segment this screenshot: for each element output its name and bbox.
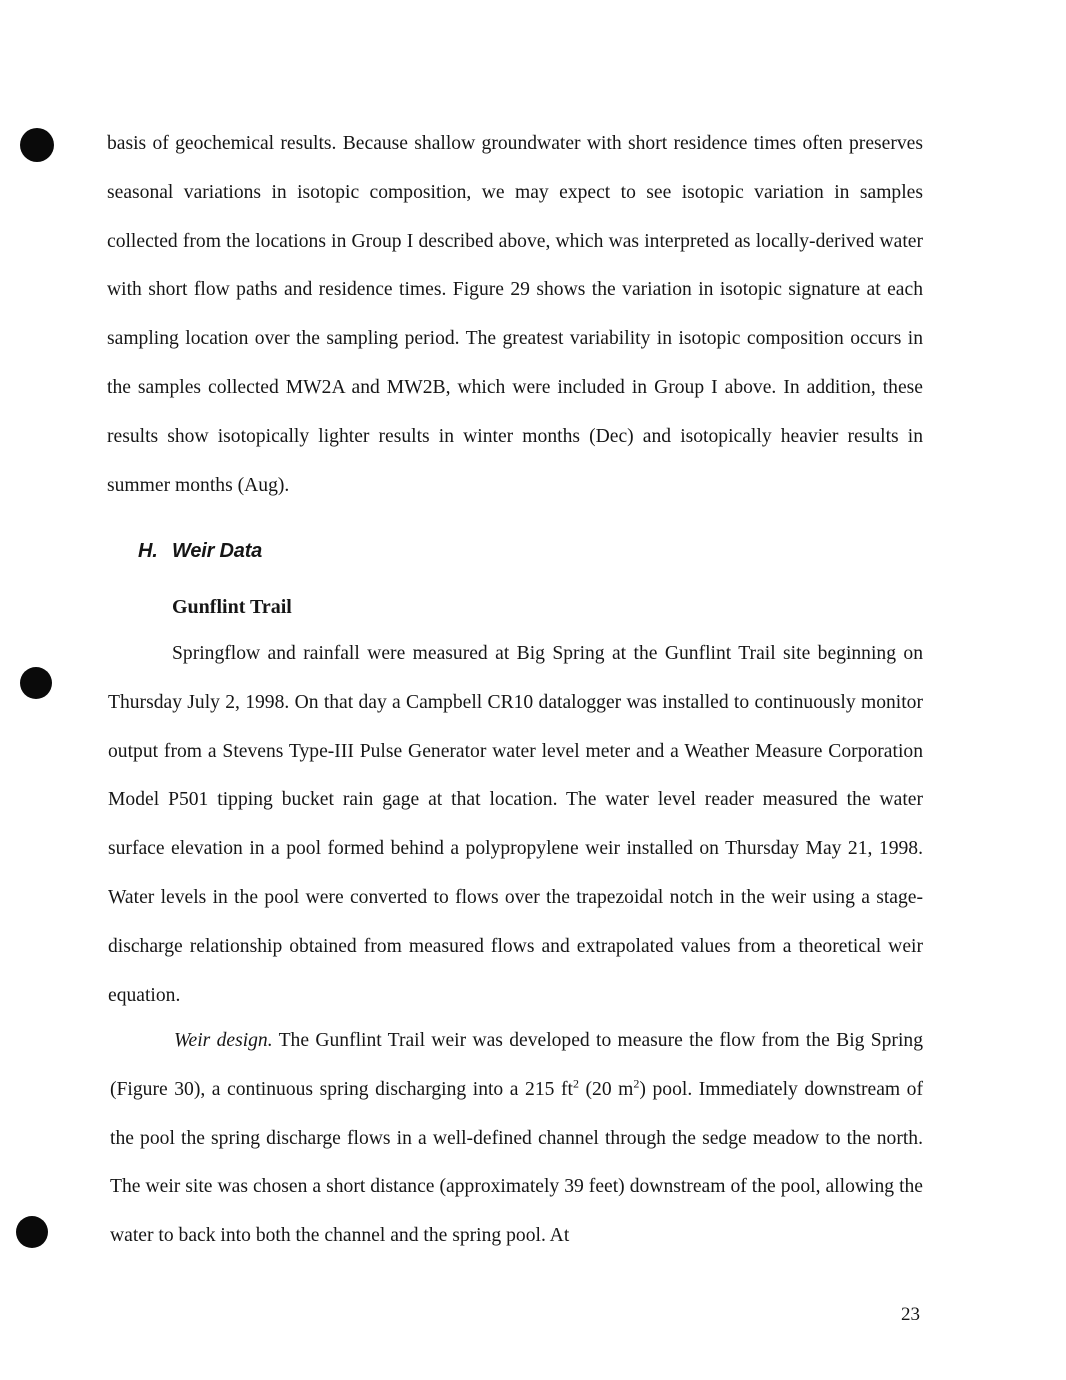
superscript-m2: 2 (633, 1076, 640, 1091)
binder-hole-bottom (16, 1216, 48, 1248)
paragraph-isotopic-variation: basis of geochemical results. Because shallow groundwater with short residence times often preserves seasonal variations in isotopic composition, we may expect to see isotopic variation in samples collected from the locations in Group I described above, which was interpreted as locally-derived water with short flow paths and residence times. Figure 29 shows the variation in isotopic signature at each sampling location over the sampling period. The greatest variability in isotopic composition occurs in the samples collected MW2A and MW2B, which were included in Group I above. In addition, these results show isotopically lighter results in winter months (Dec) and isotopically heavier results in summer months (Aug). (107, 133, 923, 496)
superscript-ft2: 2 (572, 1076, 579, 1091)
section-heading (138, 540, 262, 563)
paragraph-weir-text-2: (20 m (578, 1078, 634, 1100)
paragraph-weir-text-1: The Gunflint Trail weir was developed to measure the flow from the Big Spring (Figure 30), a continuous spring discharging into a 215 ft (110, 1030, 923, 1100)
paragraph-weir-text-3: ) pool. Immediately downstream of the pool the spring discharge flows in a well-defined channel through the sedge meadow to the north. The weir site was chosen a short distance (approximately 39 feet) downstream of the pool, allowing the water to back into both the channel and the spring pool. At (110, 1078, 924, 1247)
paragraph-weir-design (110, 1017, 923, 1261)
paragraph-lead-in: Weir design. (174, 1030, 273, 1051)
section-number: H. (138, 540, 158, 562)
paragraph-springflow-measurement (108, 630, 923, 1020)
subheading-gunflint-trail: Gunflint Trail (172, 596, 292, 618)
binder-hole-middle (20, 667, 52, 699)
binder-hole-top (20, 128, 54, 162)
paragraph-springflow-text: Springflow and rainfall were measured at Big Spring at the Gunflint Trail site beginning on Thursday July 2, 1998. On that day a Campbell CR10 datalogger was installed to continuously monitor output from a Stevens Type-III Pulse Generator water level meter and a Weather Measure Corporation Model P501 tipping bucket rain gage at that location. The water level reader measured the water surface elevation in a pool formed behind a polypropylene weir installed on Thursday May 21, 1998. Water levels in the pool were converted to flows over the trapezoidal notch in the weir using a stage-discharge relationship obtained from measured flows and extrapolated values from a theoretical weir equation. (108, 643, 923, 1006)
section-title: Weir Data (172, 540, 263, 562)
page-number: 23 (901, 1304, 920, 1325)
